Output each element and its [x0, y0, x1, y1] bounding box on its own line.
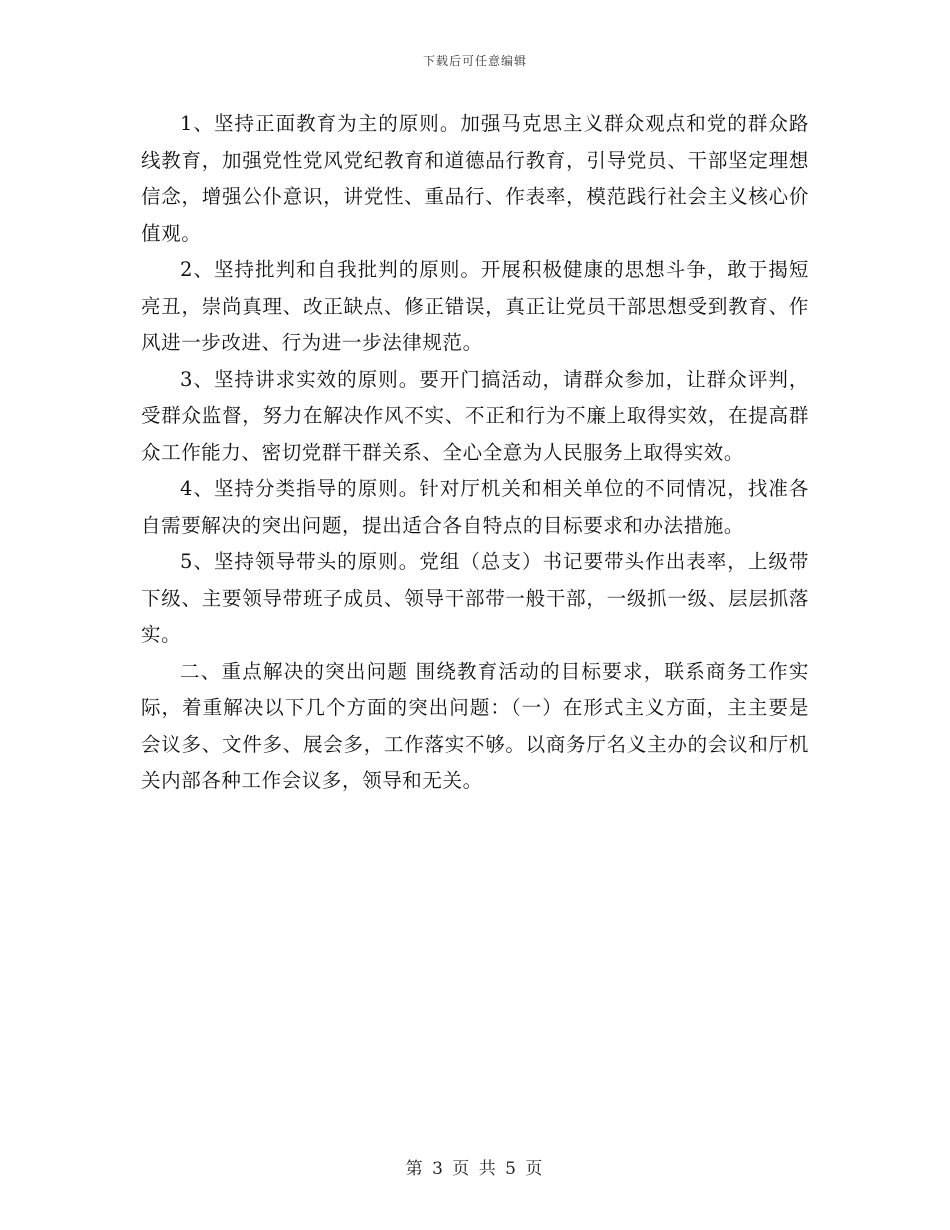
page-footer: 第 3 页 共 5 页 [405, 1159, 545, 1179]
page-header: 下载后可任意编辑 [422, 54, 527, 68]
paragraph-principle-2: 2、坚持批判和自我批判的原则。开展积极健康的思想斗争，敢于揭短亮丑，崇尚真理、改正缺点、修正错误，真正让党员干部思想受到教育、作风进一步改进、行为进一步法律规范。 [141, 258, 809, 354]
paragraph-principle-4: 4、坚持分类指导的原则。针对厅机关和相关单位的不同情况，找准各自需要解决的突出问题，提出适合各自特点的目标要求和办法措施。 [141, 477, 809, 537]
paragraph-principle-1: 1、坚持正面教育为主的原则。加强马克思主义群众观点和党的群众路线教育，加强党性党风党纪教育和道德品行教育，引导党员、干部坚定理想信念，增强公仆意识，讲党性、重品行、作表率，模范践行社会主义核心价值观。 [141, 112, 809, 245]
document-body [141, 106, 809, 800]
paragraph-principle-3: 3、坚持讲求实效的原则。要开门搞活动，请群众参加，让群众评判，受群众监督，努力在解决作风不实、不正和行为不廉上取得实效，在提高群众工作能力、密切党群干群关系、全心全意为人民服务上取得实效。 [141, 367, 809, 464]
paragraph-key-problems: 二、重点解决的突出问题 围绕教育活动的目标要求，联系商务工作实际，着重解决以下几个方面的突出问题：（一）在形式主义方面，主主要是会议多、文件多、展会多，工作落实不够。以商务厅名义主办的会议和厅机关内部各种工作会议多，领导和无关。 [141, 659, 809, 792]
paragraph-principle-5: 5、坚持领导带头的原则。党组（总支）书记要带头作出表率，上级带下级、主要领导带班子成员、领导干部带一般干部，一级抓一级、层层抓落实。 [141, 550, 809, 646]
